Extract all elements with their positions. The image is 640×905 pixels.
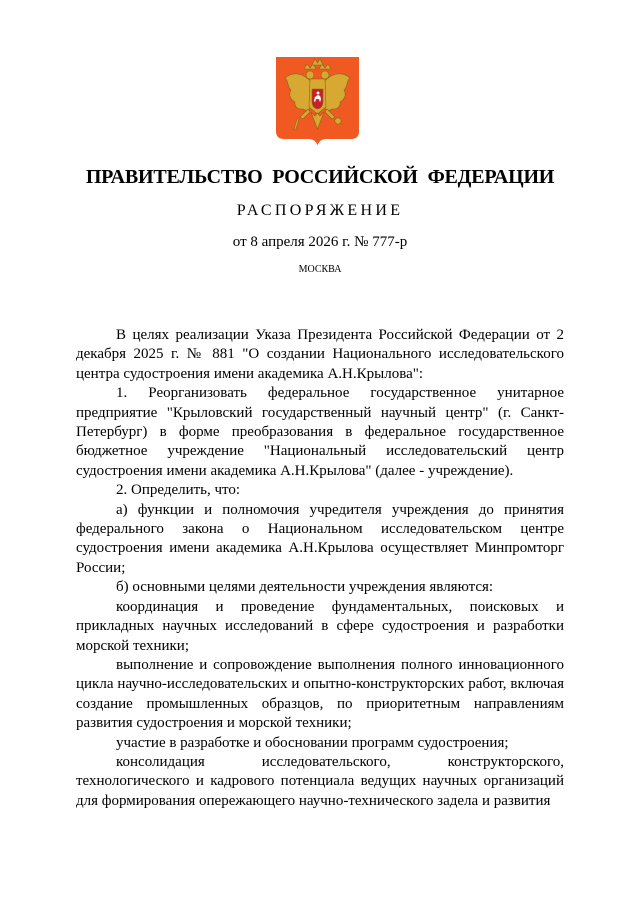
paragraph-item-2b: б) основными целями деятельности учреждения являются: bbox=[116, 579, 494, 596]
paragraph-goal-innovation-cycle: выполнение и сопровождение выполнения полного инновационного цикла научно-исследовательских и опытно-конструкторских работ, включая создание промышленных образцов, по приоритетным направлениям развития судостроения и морской техники; bbox=[76, 656, 564, 732]
paragraph-goal-coordination: координация и проведение фундаментальных, поисковых и прикладных научных исследований в сфере судостроения и разработки морской техники; bbox=[76, 598, 564, 654]
document-type: РАСПОРЯЖЕНИЕ bbox=[236, 202, 404, 219]
document-date-number: от 8 апреля 2026 г. № 777-р bbox=[232, 234, 408, 250]
government-title: ПРАВИТЕЛЬСТВО РОССИЙСКОЙ ФЕДЕРАЦИИ bbox=[85, 166, 555, 188]
paragraph-item-2a: а) функции и полномочия учредителя учреждения до принятия федерального закона о Национальном исследовательском центре судостроения имени академика А.Н.Крылова осуществляет Минпромторг России; bbox=[76, 501, 564, 576]
coat-of-arms-icon bbox=[276, 57, 359, 145]
paragraph-item-1: 1. Реорганизовать федеральное государственное унитарное предприятие "Крыловский государственный научный центр" (г. Санкт-Петербург) в форме преобразования в федеральное государственное бюджетное учреждение "Национальный исследовательский центр судостроения имени академика А.Н.Крылова" (далее - учреждение). bbox=[76, 385, 564, 479]
document-body bbox=[76, 326, 564, 811]
document-city: МОСКВА bbox=[298, 264, 342, 275]
paragraph-item-2: 2. Определить, что: bbox=[116, 482, 241, 499]
paragraph-goal-programs: участие в разработке и обосновании программ судостроения; bbox=[116, 734, 509, 751]
paragraph-preamble: В целях реализации Указа Президента Российской Федерации от 2 декабря 2025 г. № 881 "О создании Национального исследовательского центра судостроения имени академика А.Н.Крылова": bbox=[76, 327, 564, 382]
paragraph-goal-consolidation: консолидация исследовательского, конструкторского, технологического и кадрового потенциала ведущих научных организаций для формирования опережающего научно-технического задела и развития bbox=[76, 753, 564, 809]
